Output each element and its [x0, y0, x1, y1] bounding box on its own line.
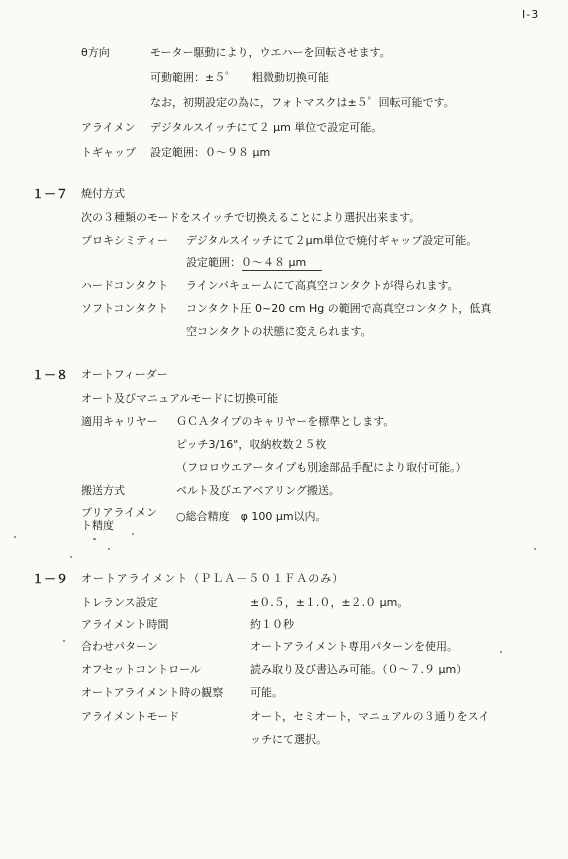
transport-label: 搬送方式 [81, 484, 125, 497]
carrier-text: ＧＣＡタイプのキャリヤーを標準とします。 [176, 415, 395, 428]
auto-align-row-value: オート，セミオート，マニュアルの３通りをスイ [250, 710, 490, 723]
section-1-9-number: １－９ [32, 572, 69, 586]
hard-contact-label: ハードコンタクト [81, 279, 169, 292]
fluoro-text: （フロロウエアータイプも別途部品手配により取付可能。） [176, 461, 467, 474]
scan-speck [132, 533, 134, 535]
transport-text: ベルト及びエアベアリング搬送。 [176, 484, 340, 497]
auto-align-row-value: オートアライメント専用パターンを使用。 [250, 640, 459, 653]
prealign-label-2: ト精度 [81, 519, 114, 532]
gap-label: トギャップ [81, 146, 136, 159]
alignment-mode-continuation: ッチにて選択。 [250, 733, 327, 746]
scan-speck [108, 548, 110, 550]
carrier-label: 適用キャリヤー [81, 415, 158, 428]
theta-label: θ方向 [81, 46, 110, 59]
auto-align-row-label: 合わせパターン [81, 640, 158, 653]
theta-line-3: なお，初期設定の為に，フォトマスクは±５゜回転可能です。 [150, 96, 455, 109]
alignment-label: アライメン [81, 121, 136, 134]
scan-speck [63, 640, 65, 642]
auto-align-row-value: 読み取り及び書込み可能。（０～７.９ μm） [250, 663, 468, 676]
auto-align-row-value: 可能。 [250, 686, 283, 699]
auto-align-row-label: アライメント時間 [81, 618, 169, 631]
auto-align-row-label: アライメントモード [81, 710, 180, 723]
auto-align-row-value: ±０.５，±１.０，±２.０ μm。 [250, 596, 409, 609]
scan-speck [500, 651, 502, 653]
scan-speck [14, 536, 16, 538]
scan-speck [70, 556, 72, 558]
soft-contact-text-2: 空コンタクトの状態に変えられます。 [186, 325, 372, 338]
pitch-text: ピッチ3/16"，収納枚数２５枚 [176, 438, 327, 451]
auto-align-row-value: 約１０秒 [250, 618, 294, 631]
prealign-label-1: プリアライメン [81, 506, 158, 519]
auto-align-row-label: トレランス設定 [81, 596, 158, 609]
proximity-range: 設定範囲：０～４８ μm [186, 256, 307, 269]
soft-contact-text-1: コンタクト圧 0~20 cm Hg の範囲で高真空コンタクト，低真 [186, 302, 492, 315]
soft-contact-label: ソフトコンタクト [81, 302, 169, 315]
section-1-9-title: オートアライメント（ＰＬＡ－５０１ＦＡのみ） [81, 572, 345, 585]
alignment-text: デジタルスイッチにて２ μm 単位で設定可能。 [150, 121, 383, 134]
section-1-7-intro: 次の３種類のモードをスイッチで切換えることにより選択出来ます。 [81, 211, 421, 224]
page-number: I-3 [522, 8, 540, 21]
section-1-7-title: 焼付方式 [81, 187, 125, 200]
section-1-8-line-1: オート及びマニュアルモードに切換可能 [81, 392, 279, 405]
section-1-7-number: １－７ [32, 187, 69, 201]
proximity-label: プロキシミティー [81, 234, 169, 247]
auto-align-row-label: オートアライメント時の観察 [81, 686, 224, 699]
proximity-range-underline [242, 270, 322, 271]
section-1-8-title: オートフィーダー [81, 368, 168, 381]
theta-coarse-fine: 粗微動切換可能 [252, 71, 329, 84]
scan-speck [534, 548, 536, 550]
scan-speck [93, 538, 96, 540]
auto-align-row-label: オフセットコントロール [81, 663, 201, 676]
proximity-text: デジタルスイッチにて２μm単位で焼付ギャップ設定可能。 [186, 234, 478, 247]
hard-contact-text: ラインバキュームにて高真空コンタクトが得られます。 [186, 279, 459, 292]
theta-line-1: モーター駆動により，ウエハーを回転させます。 [150, 46, 391, 59]
prealign-text: ○総合精度 φ 100 μm以内。 [176, 510, 327, 523]
gap-text: 設定範囲：０～９８ μm [150, 146, 271, 159]
theta-range: 可動範囲：±５゜ [150, 71, 237, 84]
section-1-8-number: １－８ [32, 368, 69, 382]
